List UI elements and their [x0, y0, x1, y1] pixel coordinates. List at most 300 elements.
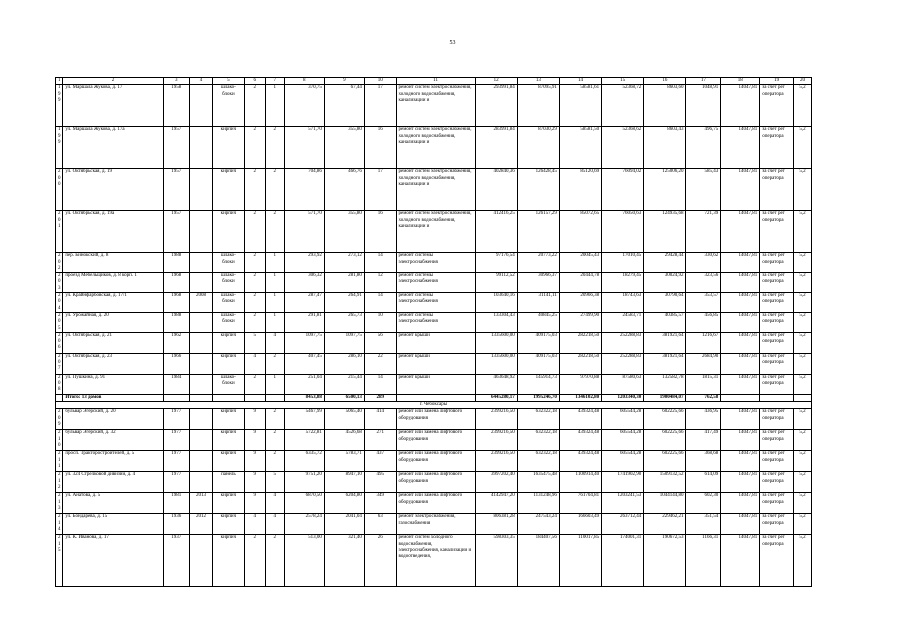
deadline-cell — [793, 394, 811, 401]
floors-cell: 2 — [244, 312, 265, 332]
floors-cell — [244, 394, 265, 401]
federal-funds-cell: 1995246,70 — [517, 394, 559, 401]
deadline-cell: 5,2 — [793, 430, 811, 451]
republic-funds-cell: 1346102,80 — [559, 394, 601, 401]
unit-cost-cell: 330,62 — [686, 253, 721, 273]
total-cost-cell: 598303,35 — [475, 535, 517, 587]
owner-funds-cell: 229462,21 — [644, 514, 686, 535]
republic-funds-cell: 282218,50 — [559, 353, 601, 374]
table-row — [56, 430, 812, 451]
unit-cost-cell: 1048,91 — [686, 85, 721, 127]
floors-cell: 5 — [244, 332, 265, 353]
work-type-cell: ремонт систем электроснабжения, холодного водоснабжения, канализации и — [396, 169, 475, 211]
address-cell: проезд Мебельщиков, д. 8 корп. 1 — [63, 273, 163, 293]
row-number-cell: 203 — [56, 273, 63, 293]
entrances-cell: 1 — [265, 374, 284, 394]
work-type-cell: ремонт или замена лифтового оборудования — [396, 451, 475, 472]
reconstruction-year-cell — [189, 535, 212, 587]
unit-cost-cell: 368,68 — [686, 451, 721, 472]
max-unit-cost-cell: 14047,81 — [721, 409, 760, 430]
row-number-cell: 213 — [56, 493, 63, 514]
unit-cost-cell: 1216,67 — [686, 332, 721, 353]
row-number-cell: 204 — [56, 293, 63, 313]
deadline-cell: 5,2 — [793, 535, 811, 587]
row-number-cell: 208 — [56, 374, 63, 394]
row-number-cell: 199 — [56, 85, 63, 127]
municipal-funds-cell: 605544,28 — [602, 409, 644, 430]
reconstruction-year-cell: 2012 — [189, 514, 212, 535]
funding-method-cell: за счет рег оператора — [760, 127, 794, 169]
unit-cost-cell: 323,56 — [686, 273, 721, 293]
deadline-cell: 5,2 — [793, 312, 811, 332]
reconstruction-year-cell — [189, 211, 212, 253]
residents-cell: 271 — [364, 430, 396, 451]
row-number-cell: 210 — [56, 430, 63, 451]
total-cost-cell: 2399216,50 — [475, 430, 517, 451]
living-area-cell: 67,44 — [324, 85, 364, 127]
reconstruction-year-cell — [189, 394, 212, 401]
work-type-cell: ремонт крыши — [396, 353, 475, 374]
residents-cell: 17 — [364, 85, 396, 127]
total-area-cell: 291,81 — [284, 312, 324, 332]
table-row — [56, 451, 812, 472]
municipal-funds-cell: 76094,02 — [602, 169, 644, 211]
republic-funds-cell: 58581,61 — [559, 85, 601, 127]
owner-funds-cell: 40385,57 — [644, 312, 686, 332]
address-cell: ул. Пушкина, д. 91 — [63, 374, 163, 394]
funding-method-cell: за счет рег оператора — [760, 493, 794, 514]
row-number-cell: 199 — [56, 127, 63, 169]
max-unit-cost-cell: 14047,81 — [721, 514, 760, 535]
total-cost-cell: 1335600,00 — [475, 353, 517, 374]
total-area-cell: 1097,75 — [284, 332, 324, 353]
floors-cell: 2 — [244, 253, 265, 273]
deadline-cell: 5,2 — [793, 451, 811, 472]
max-unit-cost-cell — [721, 394, 760, 401]
floors-cell: 2 — [244, 85, 265, 127]
reconstruction-year-cell — [189, 85, 212, 127]
federal-funds-cell: 126157,29 — [517, 211, 559, 253]
column-number: 16 — [644, 78, 686, 85]
work-type-cell: ремонт электроснабжения, газоснабжения — [396, 514, 475, 535]
wall-material-cell — [213, 394, 245, 401]
work-type-cell: ремонт крыши — [396, 374, 475, 394]
column-number: 15 — [602, 78, 644, 85]
republic-funds-cell: 761704,81 — [559, 493, 601, 514]
row-number-cell: 212 — [56, 472, 63, 493]
federal-funds-cell: 632322,18 — [517, 409, 559, 430]
republic-funds-cell: 166603,49 — [559, 514, 601, 535]
build-year-cell: 1957 — [163, 211, 189, 253]
max-unit-cost-cell: 14047,81 — [721, 169, 760, 211]
unit-cost-cell: 602,30 — [686, 493, 721, 514]
funding-method-cell: за счет рег оператора — [760, 312, 794, 332]
republic-funds-cell: 439324,48 — [559, 430, 601, 451]
funding-method-cell: за счет рег оператора — [760, 253, 794, 273]
row-number-cell: 207 — [56, 353, 63, 374]
total-cost-cell: 99112,52 — [475, 273, 517, 293]
total-area-cell: 6335,72 — [284, 451, 324, 472]
build-year-cell: 1937 — [163, 535, 189, 587]
column-number: 8 — [284, 78, 324, 85]
row-number-cell: 200 — [56, 169, 63, 211]
table-row — [56, 535, 812, 587]
unit-cost-cell: 351,54 — [686, 514, 721, 535]
municipal-funds-cell: 1741902,90 — [602, 472, 644, 493]
unit-cost-cell: 614,09 — [686, 472, 721, 493]
living-area-cell: 5783,71 — [324, 451, 364, 472]
work-type-cell: ремонт или замена лифтового оборудования — [396, 430, 475, 451]
column-number: 14 — [559, 78, 601, 85]
funding-method-cell: за счет рег оператора — [760, 535, 794, 587]
build-year-cell: 1981 — [163, 493, 189, 514]
owner-funds-cell: 381921,64 — [644, 353, 686, 374]
address-cell: ул. 324 Стрелковой дивизии, д. 4 — [63, 472, 163, 493]
total-cost-cell: 4142947,20 — [475, 493, 517, 514]
work-type-cell: ремонт системы электроснабжения — [396, 273, 475, 293]
owner-funds-cell: 602225,66 — [644, 430, 686, 451]
column-number: 3 — [163, 78, 189, 85]
max-unit-cost-cell: 14047,81 — [721, 493, 760, 514]
max-unit-cost-cell: 14047,81 — [721, 430, 760, 451]
build-year-cell: 1966 — [163, 353, 189, 374]
funding-method-cell: за счет рег оператора — [760, 85, 794, 127]
owner-funds-cell: 8603,43 — [644, 127, 686, 169]
wall-material-cell: кирпич — [213, 169, 245, 211]
deadline-cell: 5,2 — [793, 273, 811, 293]
living-area-cell: 215,44 — [324, 374, 364, 394]
republic-funds-cell: 20444,78 — [559, 273, 601, 293]
federal-funds-cell: 31141,11 — [517, 293, 559, 313]
funding-method-cell — [760, 394, 794, 401]
max-unit-cost-cell: 14047,81 — [721, 451, 760, 472]
table-row — [56, 514, 812, 535]
max-unit-cost-cell: 14047,81 — [721, 253, 760, 273]
municipal-funds-cell: 252288,83 — [602, 353, 644, 374]
residents-cell: 26 — [364, 535, 396, 587]
republic-funds-cell: 58581,50 — [559, 127, 601, 169]
entrances-cell: 1 — [265, 253, 284, 273]
work-type-cell: ремонт или замена лифтового оборудования — [396, 409, 475, 430]
living-area-cell: 4526,68 — [324, 430, 364, 451]
column-number: 20 — [793, 78, 811, 85]
column-number: 1 — [56, 78, 63, 85]
residents-cell: 12 — [364, 273, 396, 293]
row-number-cell: 215 — [56, 535, 63, 587]
living-area-cell: 286,10 — [324, 353, 364, 374]
build-year-cell: 1957 — [163, 169, 189, 211]
work-type-cell: ремонт системы электроснабжения — [396, 253, 475, 273]
reconstruction-year-cell — [189, 332, 212, 353]
federal-funds-cell: 632322,18 — [517, 430, 559, 451]
federal-funds-cell: 247543,24 — [517, 514, 559, 535]
living-area-cell: 264,91 — [324, 293, 364, 313]
deadline-cell: 5,2 — [793, 493, 811, 514]
address-cell: ул. Октябрьская, д. 23 — [63, 353, 163, 374]
residents-cell: 56 — [364, 332, 396, 353]
address-cell: ул. Анатова, д. 5 — [63, 493, 163, 514]
republic-funds-cell: 20966,38 — [559, 293, 601, 313]
living-area-cell: 2041,04 — [324, 514, 364, 535]
unit-cost-cell: 417,49 — [686, 430, 721, 451]
republic-funds-cell: 1100914,40 — [559, 472, 601, 493]
owner-funds-cell: 1044144,80 — [644, 493, 686, 514]
table-row — [56, 332, 812, 353]
owner-funds-cell: 132582,78 — [644, 374, 686, 394]
wall-material-cell: шлако-блоки — [213, 85, 245, 127]
address-cell: ул. Маршала Жукова, д. 17а — [63, 127, 163, 169]
page-number: 53 — [449, 40, 456, 46]
municipal-funds-cell: 18279,45 — [602, 273, 644, 293]
address-cell: пер. Бинокский, д. 8 — [63, 253, 163, 273]
total-cost-cell: 2399216,50 — [475, 451, 517, 472]
total-cost-cell: 806381,28 — [475, 514, 517, 535]
living-area-cell: 5065,40 — [324, 409, 364, 430]
reconstruction-year-cell — [189, 451, 212, 472]
max-unit-cost-cell: 14047,81 — [721, 472, 760, 493]
residents-cell: 437 — [364, 451, 396, 472]
entrances-cell: 2 — [265, 211, 284, 253]
funding-method-cell: за счет рег оператора — [760, 472, 794, 493]
living-area-cell: 8947,10 — [324, 472, 364, 493]
unit-cost-cell: 436,95 — [686, 409, 721, 430]
table-row — [56, 353, 812, 374]
total-area-cell: 8453,88 — [284, 394, 324, 401]
federal-funds-cell: 409175,03 — [517, 353, 559, 374]
work-type-cell: ремонт систем электроснабжения, холодного водоснабжения, канализации и — [396, 85, 475, 127]
table-row — [56, 493, 812, 514]
owner-funds-cell: 29428,44 — [644, 253, 686, 273]
reconstruction-year-cell: 2013 — [189, 493, 212, 514]
build-year-cell: 1957 — [163, 127, 189, 169]
owner-funds-cell: 1900484,07 — [644, 394, 686, 401]
reconstruction-year-cell — [189, 169, 212, 211]
owner-funds-cell: 381921,64 — [644, 332, 686, 353]
table-row — [56, 169, 812, 211]
reconstruction-year-cell — [189, 353, 212, 374]
deadline-cell: 5,2 — [793, 332, 811, 353]
floors-cell: 2 — [244, 211, 265, 253]
living-area-cell: 6500,13 — [324, 394, 364, 401]
table-row — [56, 409, 812, 430]
address-cell: бульвар Эгерский, д. 32 — [63, 430, 163, 451]
residents-cell: 414 — [364, 409, 396, 430]
row-number-cell: 211 — [56, 451, 63, 472]
republic-funds-cell: 20045,43 — [559, 253, 601, 273]
table-row — [56, 312, 812, 332]
deadline-cell: 5,2 — [793, 293, 811, 313]
max-unit-cost-cell: 14047,81 — [721, 535, 760, 587]
federal-funds-cell: 632322,18 — [517, 451, 559, 472]
address-cell: просп. Тракторостроителей, д. 5 — [63, 451, 163, 472]
table-body — [56, 78, 812, 587]
row-number-cell: 202 — [56, 253, 63, 273]
total-area-cell: 287,47 — [284, 293, 324, 313]
max-unit-cost-cell: 14047,81 — [721, 85, 760, 127]
reconstruction-year-cell — [189, 409, 212, 430]
build-year-cell: 1984 — [163, 374, 189, 394]
living-area-cell: 273,12 — [324, 253, 364, 273]
row-number-cell: 201 — [56, 211, 63, 253]
floors-cell: 9 — [244, 472, 265, 493]
table-row — [56, 253, 812, 273]
funding-method-cell: за счет рег оператора — [760, 273, 794, 293]
republic-funds-cell: 27499,90 — [559, 312, 601, 332]
deadline-cell: 5,2 — [793, 514, 811, 535]
address-cell: ул. Бондарева, д. 15 — [63, 514, 163, 535]
wall-material-cell: кирпич — [213, 514, 245, 535]
reconstruction-year-cell — [189, 430, 212, 451]
owner-funds-cell: 602225,66 — [644, 451, 686, 472]
work-type-cell: ремонт систем холодного водоснабжения, электроснабжения, канализации и водоотведения, — [396, 535, 475, 587]
build-year-cell: 1988 — [163, 253, 189, 273]
table-row — [56, 211, 812, 253]
build-year-cell: 1958 — [163, 85, 189, 127]
entrances-cell: 1 — [265, 273, 284, 293]
address-cell: ул. Урожайная, д. 20 — [63, 312, 163, 332]
floors-cell: 2 — [244, 127, 265, 169]
max-unit-cost-cell: 14047,81 — [721, 312, 760, 332]
entrances-cell: 4 — [265, 514, 284, 535]
owner-funds-cell: 1509132,52 — [644, 472, 686, 493]
total-cost-cell: 2399216,50 — [475, 409, 517, 430]
unit-cost-cell: 721,39 — [686, 211, 721, 253]
entrances-cell: 5 — [265, 472, 284, 493]
table-row — [56, 85, 812, 127]
federal-funds-cell: 40845,25 — [517, 312, 559, 332]
work-type-cell: ремонт систем электроснабжения, холодного водоснабжения, канализации и — [396, 127, 475, 169]
address-cell: ул. К. Иванова, д. 17 — [63, 535, 163, 587]
owner-funds-cell: 124935,68 — [644, 211, 686, 253]
funding-method-cell: за счет рег оператора — [760, 169, 794, 211]
residents-cell: 289 — [364, 394, 396, 401]
funding-method-cell: за счет рег оператора — [760, 353, 794, 374]
deadline-cell: 5,2 — [793, 127, 811, 169]
total-cost-cell: 412416,25 — [475, 211, 517, 253]
federal-funds-cell: 1131248,96 — [517, 493, 559, 514]
wall-material-cell: шлако-блоки — [213, 374, 245, 394]
reconstruction-year-cell — [189, 374, 212, 394]
federal-funds-cell: 184407,56 — [517, 535, 559, 587]
column-number: 4 — [189, 78, 212, 85]
municipal-funds-cell: 1203340,30 — [602, 394, 644, 401]
funding-method-cell: за счет рег оператора — [760, 374, 794, 394]
residents-cell: 63 — [364, 514, 396, 535]
municipal-funds-cell: 76050,63 — [602, 211, 644, 253]
entrances-cell: 2 — [265, 451, 284, 472]
living-area-cell: 321,40 — [324, 535, 364, 587]
owner-funds-cell: 30790,64 — [644, 293, 686, 313]
column-number: 13 — [517, 78, 559, 85]
capital-repair-table — [55, 77, 812, 587]
deadline-cell: 5,2 — [793, 85, 811, 127]
unit-cost-cell: 585,43 — [686, 169, 721, 211]
republic-funds-cell: 85072,65 — [559, 211, 601, 253]
federal-funds-cell: 126428,45 — [517, 169, 559, 211]
floors-cell: 4 — [244, 514, 265, 535]
republic-funds-cell: 439324,48 — [559, 409, 601, 430]
floors-cell: 9 — [244, 430, 265, 451]
reconstruction-year-cell: 2008 — [189, 293, 212, 313]
work-type-cell — [396, 394, 475, 401]
municipal-funds-cell: 17010,45 — [602, 253, 644, 273]
total-area-cell: 6870,50 — [284, 493, 324, 514]
living-area-cell: 1097,75 — [324, 332, 364, 353]
max-unit-cost-cell: 14047,81 — [721, 332, 760, 353]
entrances-cell: 1 — [265, 293, 284, 313]
living-area-cell: 466,76 — [324, 169, 364, 211]
row-number-cell — [56, 394, 63, 401]
municipal-funds-cell: 24583,71 — [602, 312, 644, 332]
municipal-funds-cell: 52368,72 — [602, 85, 644, 127]
residents-cell: 22 — [364, 353, 396, 374]
deadline-cell: 5,2 — [793, 374, 811, 394]
municipal-funds-cell: 87580,63 — [602, 374, 644, 394]
max-unit-cost-cell: 14047,81 — [721, 374, 760, 394]
republic-funds-cell: 110017,85 — [559, 535, 601, 587]
federal-funds-cell: 30966,37 — [517, 273, 559, 293]
total-area-cell: 2578,24 — [284, 514, 324, 535]
wall-material-cell: кирпич — [213, 211, 245, 253]
total-area-cell: 704,86 — [284, 169, 324, 211]
floors-cell: 2 — [244, 273, 265, 293]
owner-funds-cell: 190672,53 — [644, 535, 686, 587]
floors-cell: 2 — [244, 169, 265, 211]
address-cell: ул. Октябрьская, д. 21 — [63, 332, 163, 353]
work-type-cell: ремонт или замена лифтового оборудования — [396, 472, 475, 493]
funding-method-cell: за счет рег оператора — [760, 430, 794, 451]
total-area-cell: 407,45 — [284, 353, 324, 374]
total-area-cell: 571,70 — [284, 127, 324, 169]
wall-material-cell: шлако-блоки — [213, 312, 245, 332]
entrances-cell: 2 — [265, 353, 284, 374]
wall-material-cell: кирпич — [213, 353, 245, 374]
address-cell: ул. Октябрьская, д. 19 — [63, 169, 163, 211]
residents-cell: 14 — [364, 293, 396, 313]
municipal-funds-cell: 605544,28 — [602, 430, 644, 451]
funding-method-cell: за счет рег оператора — [760, 451, 794, 472]
row-number-cell: 206 — [56, 332, 63, 353]
floors-cell: 9 — [244, 409, 265, 430]
column-number: 11 — [396, 78, 475, 85]
total-cost-cell: 1335600,00 — [475, 332, 517, 353]
total-area-cell: 293,92 — [284, 253, 324, 273]
build-year-cell — [163, 394, 189, 401]
column-number: 5 — [213, 78, 245, 85]
address-cell: Итого: 13 домов — [63, 394, 163, 401]
column-number: 9 — [324, 78, 364, 85]
republic-funds-cell: 282218,50 — [559, 332, 601, 353]
total-cost-cell: 97176,54 — [475, 253, 517, 273]
wall-material-cell: кирпич — [213, 332, 245, 353]
total-cost-cell: 6445280,17 — [475, 394, 517, 401]
republic-funds-cell: 439324,48 — [559, 451, 601, 472]
total-cost-cell: 402840,36 — [475, 169, 517, 211]
total-row — [56, 394, 812, 401]
floors-cell: 2 — [244, 535, 265, 587]
floors-cell: 9 — [244, 493, 265, 514]
living-area-cell: 6204,80 — [324, 493, 364, 514]
max-unit-cost-cell: 14047,81 — [721, 353, 760, 374]
reconstruction-year-cell — [189, 312, 212, 332]
federal-funds-cell: 409175,03 — [517, 332, 559, 353]
wall-material-cell: шлако-блоки — [213, 273, 245, 293]
wall-material-cell: кирпич — [213, 493, 245, 514]
work-type-cell: ремонт системы электроснабжения — [396, 312, 475, 332]
row-number-cell: 214 — [56, 514, 63, 535]
column-number: 7 — [265, 78, 284, 85]
max-unit-cost-cell: 14047,81 — [721, 127, 760, 169]
